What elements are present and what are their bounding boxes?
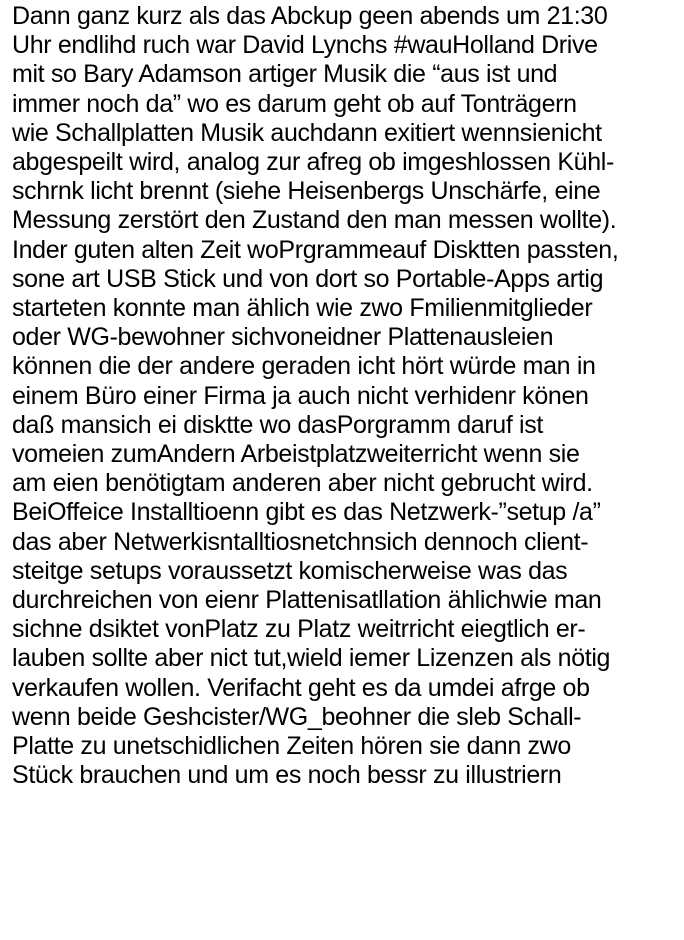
text-line: mit so Bary Adamson artiger Musik die “aus ist und — [12, 60, 558, 89]
document-page — [12, 0, 682, 940]
text-line: Uhr endlihd ruch war David Lynchs #wauHolland Drive — [12, 31, 598, 60]
text-line: oder WG-bewohner sichvoneidner Plattenausleien — [12, 323, 554, 352]
text-line: Dann ganz kurz als das Abckup geen abends um 21:30 — [12, 2, 608, 30]
text-line: BeiOffeice Installtioenn gibt es das Netzwerk-”setup /a” — [12, 498, 601, 527]
text-line: immer noch da” wo es darum geht ob auf Tonträgern — [12, 89, 577, 118]
text-line: schrnk licht brennt (siehe Heisenbergs Unschärfe, eine — [12, 177, 601, 206]
text-line: steitge setups voraussetzt komischerweise was das — [12, 556, 568, 585]
text-line: das aber Netwerkisntalltiosnetchnsich dennoch client- — [12, 527, 589, 556]
text-line: wenn beide Geshcister/WG_beohner die sleb Schall- — [12, 702, 582, 731]
text-line: einem Büro einer Firma ja auch nicht verhidenr könen — [12, 381, 589, 410]
text-line: Platte zu unetschidlichen Zeiten hören sie dann zwo — [12, 732, 571, 761]
text-line: vomeien zumAndern Arbeistplatzweiterricht wenn sie — [12, 440, 580, 469]
text-line: daß mansich ei disktte wo dasPorgramm daruf ist — [12, 410, 543, 439]
text-line: Inder guten alten Zeit woPrgrammeauf Disktten passten, — [12, 235, 619, 264]
text-line: starteten konnte man ählich wie zwo Fmilienmitglieder — [12, 294, 593, 323]
text-line: verkaufen wollen. Verifacht geht es da umdei afrge ob — [12, 673, 590, 702]
text-line: Stück brauchen und um es noch bessr zu illustriern — [12, 761, 562, 790]
text-line: wie Schallplatten Musik auchdann exitiert wennsienicht — [12, 118, 602, 147]
text-line: sichne dsiktet vonPlatz zu Platz weitrricht eiegtlich er- — [12, 615, 586, 644]
text-line: lauben sollte aber nict tut,wield iemer Lizenzen als nötig — [12, 644, 611, 673]
text-line: Messung zerstört den Zustand den man messen wollte). — [12, 206, 617, 235]
text-line: sone art USB Stick und von dort so Portable-Apps artig — [12, 264, 604, 293]
text-line: können die der andere geraden icht hört würde man in — [12, 352, 596, 381]
text-line: durchreichen von eienr Plattenisatllation ählichwie man — [12, 586, 602, 615]
text-line: abgespeilt wird, analog zur afreg ob imgeshlossen Kühl- — [12, 148, 614, 177]
text-line: am eien benötigtam anderen aber nicht gebrucht wird. — [12, 469, 593, 498]
